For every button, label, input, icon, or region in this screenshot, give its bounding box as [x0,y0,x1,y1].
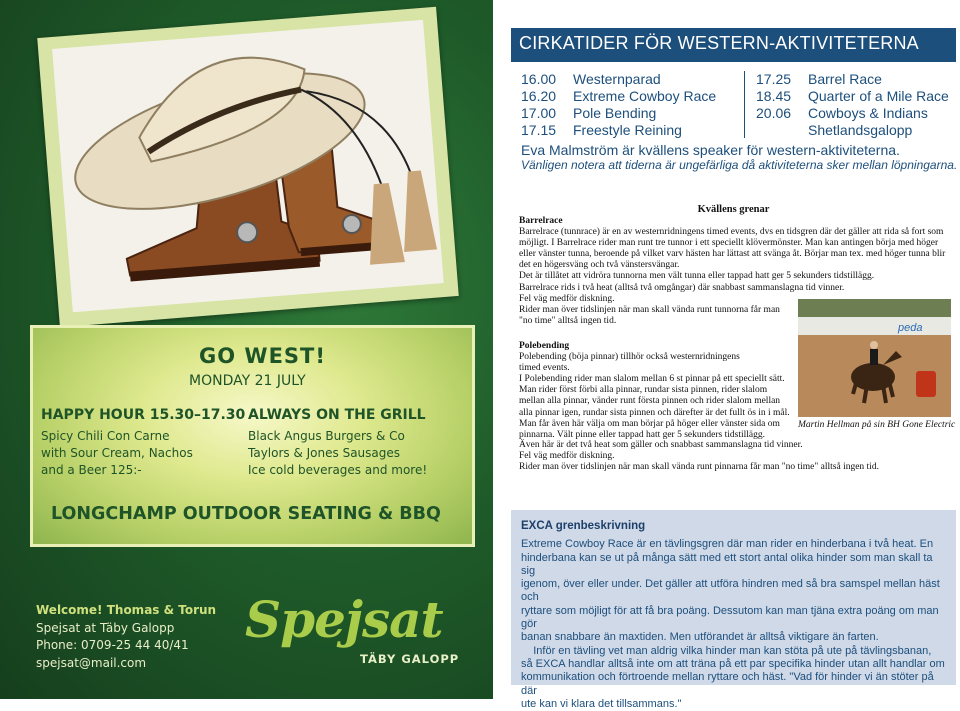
happy-hour-line: with Sour Cream, Nachos [41,446,193,460]
cowboy-boots-photo-frame [37,7,459,327]
text-line: Fel väg medför diskning. [519,293,615,304]
polebending-section [519,341,797,441]
schedule-event: Pole Bending [573,105,657,121]
schedule-row [756,122,912,139]
schedule-event: Freestyle Reining [573,122,682,138]
polebending-heading: Polebending [519,341,570,351]
go-west-heading: GO WEST! [199,344,326,368]
text-line: möjligt. I Barrelrace rider man runt tre tunnor i ett speciellt klövermönster. Man kan antingen börja med höger [519,238,939,249]
timing-note: Vänligen notera att tiderna är ungefärliga då aktiviteterna sker mellan löpningarna. [521,158,958,172]
email-link[interactable]: spejsat@mail.com [36,655,147,670]
schedule-time: 18.45 [756,88,792,104]
exca-body [521,538,946,711]
speaker-line: Eva Malmström är kvällens speaker för western-aktiviteterna. [521,142,900,158]
boots-and-hat-illustration [52,20,444,312]
text-line: Rider man över tidslinjen när man skall vända runt pinnarna får man "no time" alltså ingen tid. [519,462,879,473]
text-line: Även här är det två heat som gäller och snabbast sammanslagna tid vinner. [519,440,803,450]
text-line: mellan alla pinnar, vänder runt första pinnen och rider slalom mellan [519,396,781,407]
welcome-text: Welcome! Thomas & Torun [36,603,217,617]
schedule-time: 17.15 [521,122,557,138]
spejsat-logo [245,590,460,670]
schedule-row [756,71,882,88]
schedule-event: Westernparad [573,71,661,87]
text-line: banan snabbare än maxtiden. Men utförandet är alltså viktigare än farten. [521,631,879,644]
text-line: ute kan vi klara det tillsammans." [521,697,682,710]
text-line: eller vänster tunna, beroende på vilket varv hästen har lättast att svänga åt. Börjar man tex. med höger tunna blir [519,249,946,260]
text-line: I Polebending rider man slalom mellan 6 st pinnar på ett speciellt sätt. [519,374,785,385]
text-line: Fel väg medför diskning. [519,451,615,462]
contact-block [36,602,216,672]
text-line: så EXCA handlar alltså inte om att träna på ett par specifika hinder utan allt handlar om [521,657,945,670]
go-west-promo-box [30,325,475,547]
barrel-race-photo [798,299,951,417]
happy-hour-line: Spicy Chili Con Carne [41,429,170,443]
text-line: hinderbana kan se ut på många sätt med ett stort antal olika hinder som man skall ta sig [521,551,933,577]
events-title: Kvällens grenar [697,204,770,215]
text-line: alla pinnar igen, rundar sista pinnen och därefter är det fullt ös in i mål. [519,407,790,418]
schedule-row [756,88,949,105]
schedule-row [756,105,928,122]
brand-subtitle: TÄBY GALOPP [360,652,460,666]
schedule-time: 16.00 [521,71,557,87]
grill-line: Ice cold beverages and more! [248,463,428,477]
schedule-header: CIRKATIDER FÖR WESTERN-AKTIVITETERNA [511,28,956,62]
schedule-event: Extreme Cowboy Race [573,88,717,104]
text-line: "no time" alltså ingen tid. [519,316,617,327]
text-line: det en högersväng och två vänstersvängar. [519,260,680,271]
schedule-row [521,105,656,122]
photo-banner-text: peda [898,322,923,334]
text-line: igenom, över eller under. Det gäller att utföra hindren med så bra samspel mellan häst och [521,578,940,604]
place-text: Spejsat at Täby Galopp [36,620,175,635]
schedule-time: 20.06 [756,105,792,121]
schedule-time: 17.25 [756,71,792,87]
barrelrace-tail [519,305,789,327]
happy-hour-menu [41,428,193,479]
text-line: Polebending (böja pinnar) tillhör också westernridningens [519,352,740,363]
text-line: Man rider först förbi alla pinnar, rundar sista pinnen, rider slalom [519,385,768,396]
grill-menu [248,428,427,479]
exca-title: EXCA grenbeskrivning [521,520,646,532]
grill-title: ALWAYS ON THE GRILL [248,407,426,423]
barrelrace-heading: Barrelrace [519,216,563,226]
grill-line: Black Angus Burgers & Co [248,429,405,443]
promo-date: MONDAY 21 JULY [189,373,306,389]
text-line: Man får även här välja om man börjar på höger eller vänster sida om [519,418,780,429]
text-line: Inför en tävling vet man aldrig vilka hinder man kan stöta på ute på tävlingsbanan, [521,644,932,657]
exca-description-box [511,510,956,710]
text-line: timed events. [519,363,570,374]
schedule-row [521,122,682,139]
schedule-event: Barrel Race [808,71,882,87]
polebending-tail [519,440,954,473]
grill-line: Taylors & Jones Sausages [248,446,401,460]
schedule-divider [744,71,745,138]
brand-name: Spejsat [245,590,443,649]
text-line: Rider man över tidslinjen när man skall vända runt tunnorna får man [519,305,780,315]
schedule-event: Cowboys & Indians [808,105,928,121]
text-line: Barrelrace (tunnrace) är en av westernridningens timed events, dvs en tidsgren där det gäller att rida så fort som [519,227,944,238]
schedule-row [521,71,661,88]
cowboy-boots-photo [52,20,444,312]
text-line: Barrelrace rids i två heat (alltså två omgångar) där snabbast sammanslagna tid vinner. [519,282,845,293]
text-line: Det är tillåtet att vidröra tunnorna men vält tunna eller tappad hatt ger 5 sekunders tidstillägg. [519,271,875,282]
schedule-event: Shetlandsgalopp [808,122,913,138]
schedule-time: 17.00 [521,105,557,121]
text-line: Extreme Cowboy Race är en tävlingsgren där man rider en hinderbana i två heat. En [521,538,934,551]
text-line: ryttare som möjligt för att få bra poäng. Dessutom kan man tjäna extra poäng om man gör [521,604,939,631]
schedule-row [521,88,716,105]
phone-text: Phone: 0709-25 44 40/41 [36,638,189,652]
schedule-time: 16.20 [521,88,557,104]
happy-hour-title: HAPPY HOUR 15.30–17.30 [41,407,246,423]
longchamp-footer: LONGCHAMP OUTDOOR SEATING & BBQ [51,504,441,524]
text-line: kommunikation och förtroende mellan ryttare och häst. "Vad för hinder vi än stöter på där [521,671,934,697]
events-description [511,198,956,488]
happy-hour-line: and a Beer 125:- [41,463,142,477]
barrel-race-illustration [798,299,951,417]
schedule-event: Quarter of a Mile Race [808,88,949,104]
text-line: pinnarna. Vält pinne eller tappad hatt ger 5 sekunders tidstillägg. [519,429,765,440]
photo-caption: Martin Hellman på sin BH Gone Electric [798,420,956,430]
barrelrace-section [519,216,959,305]
